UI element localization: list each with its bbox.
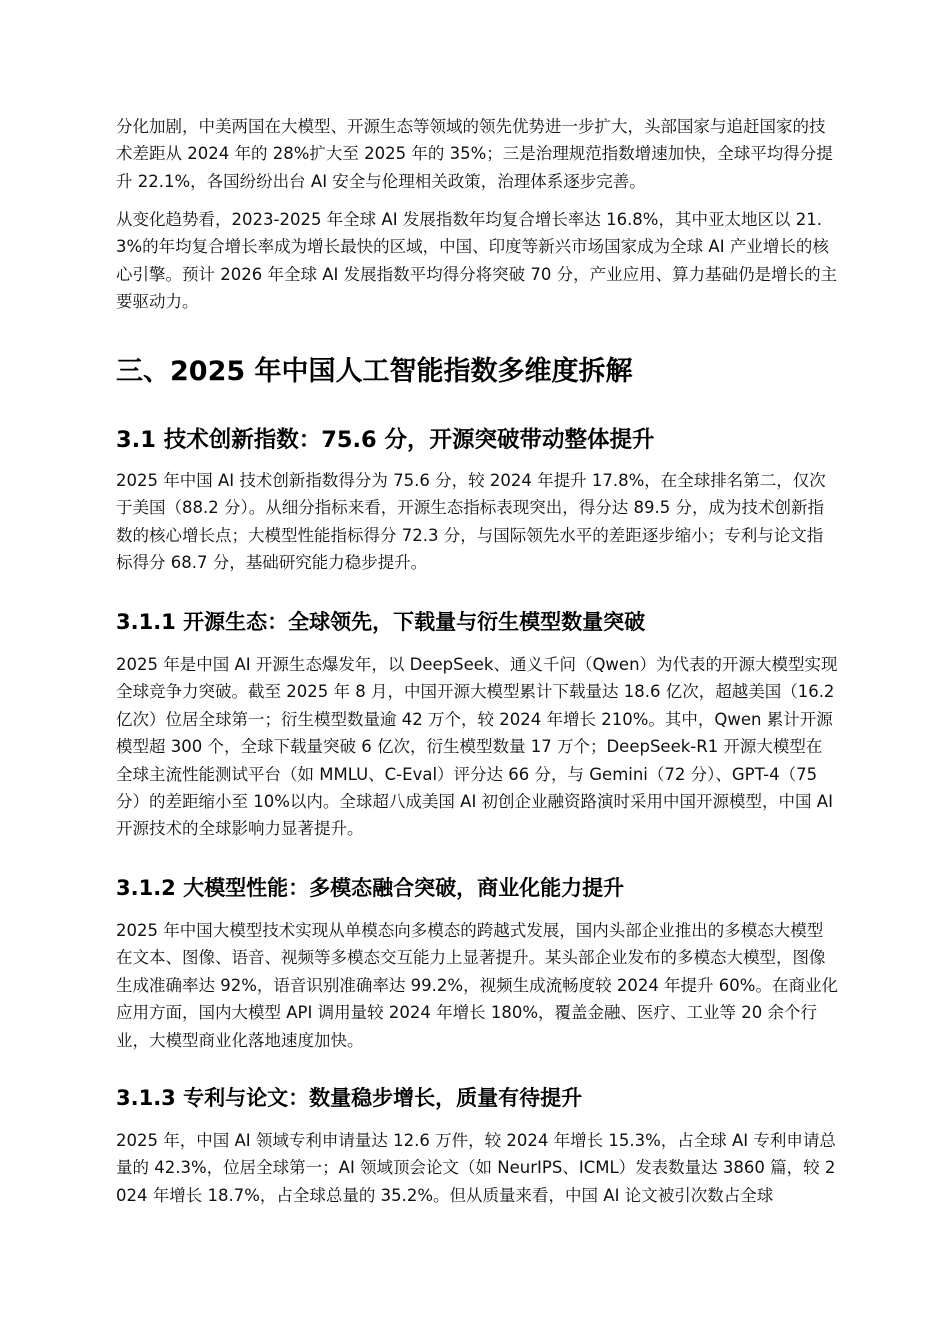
paragraph-intro-continued: 分化加剧，中美两国在大模型、开源生态等领域的领先优势进一步扩大，头部国家与追赶国家的技术差距从 2024 年的 28%扩大至 2025 年的 35%；三是治理规范指数增速加快，全球平均得分提升 22.1%，各国纷纷出台 AI 安全与伦理相关政策，治理体系逐步完善。	[116, 117, 833, 191]
paragraph-open-source: 2025 年是中国 AI 开源生态爆发年，以 DeepSeek、通义千问（Qwen）为代表的开源大模型实现全球竞争力突破。截至 2025 年 8 月，中国开源大模型累计下载量达 18.6 亿次，超越美国（16.2 亿次）位居全球第一；衍生模型数量逾 42 万个，较 2024 年增长 210%。其中，Qwen 累计开源模型超 300 个，全球下载量突破 6 亿次，衍生模型数量 17 万个；DeepSeek-R1 开源大模型在全球主流性能测试平台（如 MMLU、C-Eval）评分达 66 分，与 Gemini（72 分）、GPT-4（75 分）的差距缩小至 10%以内。全球超八成美国 AI 初创企业融资路演时采用中国开源模型，中国 AI 开源技术的全球影响力显著提升。	[116, 655, 838, 839]
section-3-heading: 三、2025 年中国人工智能指数多维度拆解	[116, 356, 633, 387]
section-3-1-1-heading: 3.1.1 开源生态：全球领先，下载量与衍生模型数量突破	[116, 610, 646, 634]
section-3-1-heading: 3.1 技术创新指数：75.6 分，开源突破带动整体提升	[116, 427, 655, 453]
paragraph-trend: 从变化趋势看，2023-2025 年全球 AI 发展指数年均复合增长率达 16.8%，其中亚太地区以 21.3%的年均复合增长率成为增长最快的区域，中国、印度等新兴市场国家成为全球 AI 产业增长的核心引擎。预计 2026 年全球 AI 发展指数平均得分将突破 70 分，产业应用、算力基础仍是增长的主要驱动力。	[116, 210, 838, 312]
section-3-1-2-heading: 3.1.2 大模型性能：多模态融合突破，商业化能力提升	[116, 876, 625, 900]
section-3-1-3-heading: 3.1.3 专利与论文：数量稳步增长，质量有待提升	[116, 1086, 583, 1110]
paragraph-tech-innovation: 2025 年中国 AI 技术创新指数得分为 75.6 分，较 2024 年提升 17.8%，在全球排名第二，仅次于美国（88.2 分）。从细分指标来看，开源生态指标表现突出，得分达 89.5 分，成为技术创新指数的核心增长点；大模型性能指标得分 72.3 分，与国际领先水平的差距逐步缩小；专利与论文指标得分 68.7 分，基础研究能力稳步提升。	[116, 471, 826, 573]
paragraph-patents: 2025 年，中国 AI 领域专利申请量达 12.6 万件，较 2024 年增长 15.3%，占全球 AI 专利申请总量的 42.3%，位居全球第一；AI 领域顶会论文（如 NeurIPS、ICML）发表数量达 3860 篇，较 2024 年增长 18.7%，占全球总量的 35.2%。但从质量来看，中国 AI 论文被引次数占全球	[116, 1131, 836, 1205]
paragraph-llm-performance: 2025 年中国大模型技术实现从单模态向多模态的跨越式发展，国内头部企业推出的多模态大模型在文本、图像、语音、视频等多模态交互能力上显著提升。某头部企业发布的多模态大模型，图像生成准确率达 92%，语音识别准确率达 99.2%，视频生成流畅度较 2024 年提升 60%。在商业化应用方面，国内大模型 API 调用量较 2024 年增长 180%，覆盖金融、医疗、工业等 20 余个行业，大模型商业化落地速度加快。	[116, 921, 838, 1050]
